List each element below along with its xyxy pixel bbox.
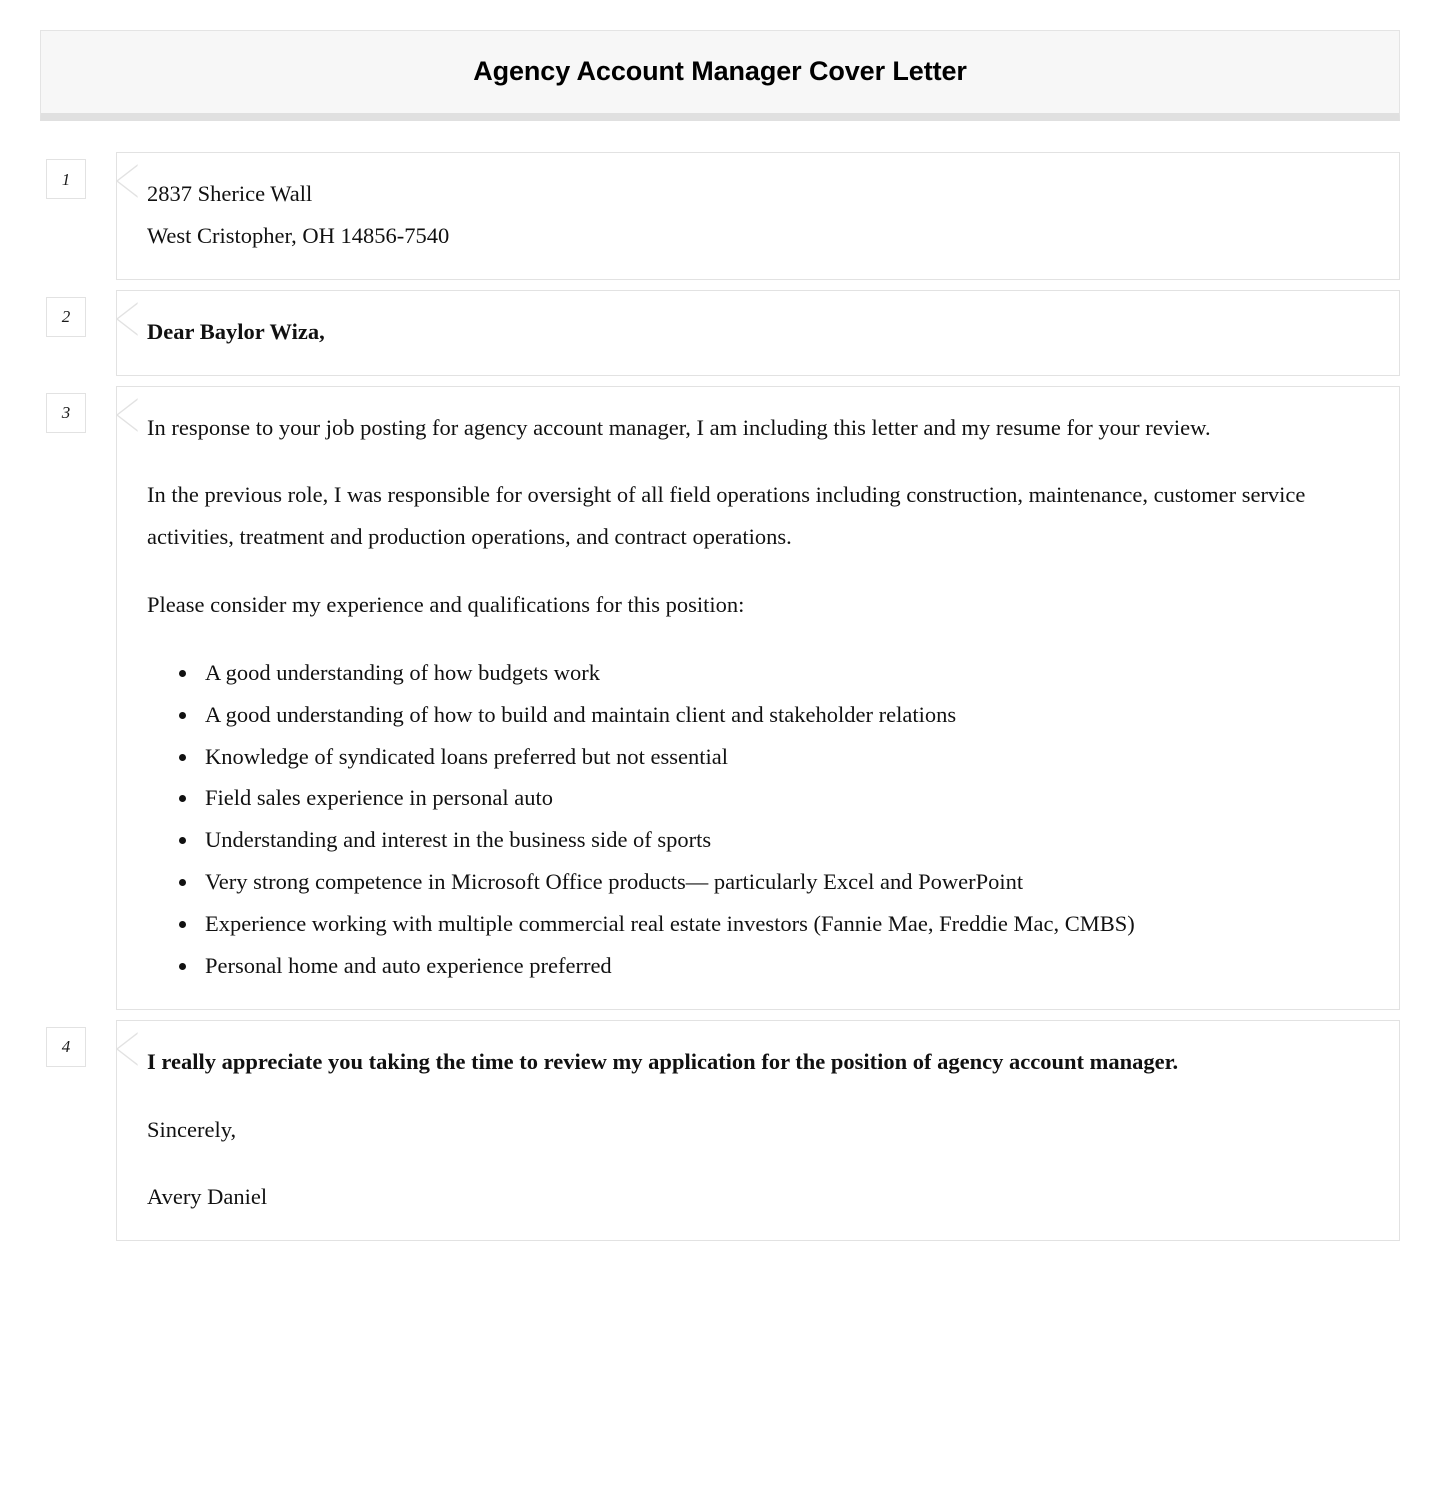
section-body-closing [116,1020,1400,1242]
section-letter-body [0,386,1440,1010]
list-item: • Personal home and auto experience preferred [199,945,1369,987]
body-paragraph-3: Please consider my experience and qualifications for this position: [147,592,745,618]
body-paragraph-2: In the previous role, I was responsible for oversight of all field operations including construction, maintenance, customer service activities, treatment and production operations, and contract operations. [147,482,1306,550]
document-header [40,30,1400,121]
list-item: • Very strong competence in Microsoft Office products— particularly Excel and PowerPoint [199,861,1369,903]
annotated-sections [0,152,1440,1251]
list-item: • Experience working with multiple commercial real estate investors (Fannie Mae, Freddie Mac, CMBS) [199,903,1369,945]
section-number-badge-4: 4 [46,1027,86,1067]
callout-notch-icon [116,398,139,432]
callout-notch-icon [116,302,139,336]
list-item: • A good understanding of how budgets work [199,652,1369,694]
page-title: Agency Account Manager Cover Letter [473,56,967,86]
section-closing [0,1020,1440,1242]
body-paragraph-1: In response to your job posting for agency account manager, I am including this letter and my resume for your review. [147,414,1211,440]
address-line-2: West Cristopher, OH 14856-7540 [147,222,450,248]
address-line-1: 2837 Sherice Wall [147,181,313,206]
closing-text [147,1041,1369,1219]
section-sender-address [0,152,1440,280]
section-salutation [0,290,1440,376]
section-number-badge-3: 3 [46,393,86,433]
closing-thanks: I really appreciate you taking the time to review my application for the position of agency account manager. [147,1048,1179,1074]
closing-signoff: Sincerely, [147,1116,237,1142]
list-item: • Field sales experience in personal auto [199,777,1369,819]
list-item: • A good understanding of how to build and maintain client and stakeholder relations [199,694,1369,736]
section-body-salutation [116,290,1400,376]
list-item: • Knowledge of syndicated loans preferred but not essential [199,736,1369,778]
list-item: • Understanding and interest in the business side of sports [199,819,1369,861]
sender-address-text [147,173,1369,257]
letter-body-text [147,407,1369,987]
section-number-badge-2: 2 [46,297,86,337]
section-number-badge-1: 1 [46,159,86,199]
salutation-line: Dear Baylor Wiza, [147,318,325,344]
salutation-text [147,311,1369,353]
qualifications-list [147,652,1369,987]
callout-notch-icon [116,1032,139,1066]
callout-notch-icon [116,164,139,198]
closing-signature: Avery Daniel [147,1184,268,1210]
section-body-sender-address [116,152,1400,280]
section-body-letter-body [116,386,1400,1010]
